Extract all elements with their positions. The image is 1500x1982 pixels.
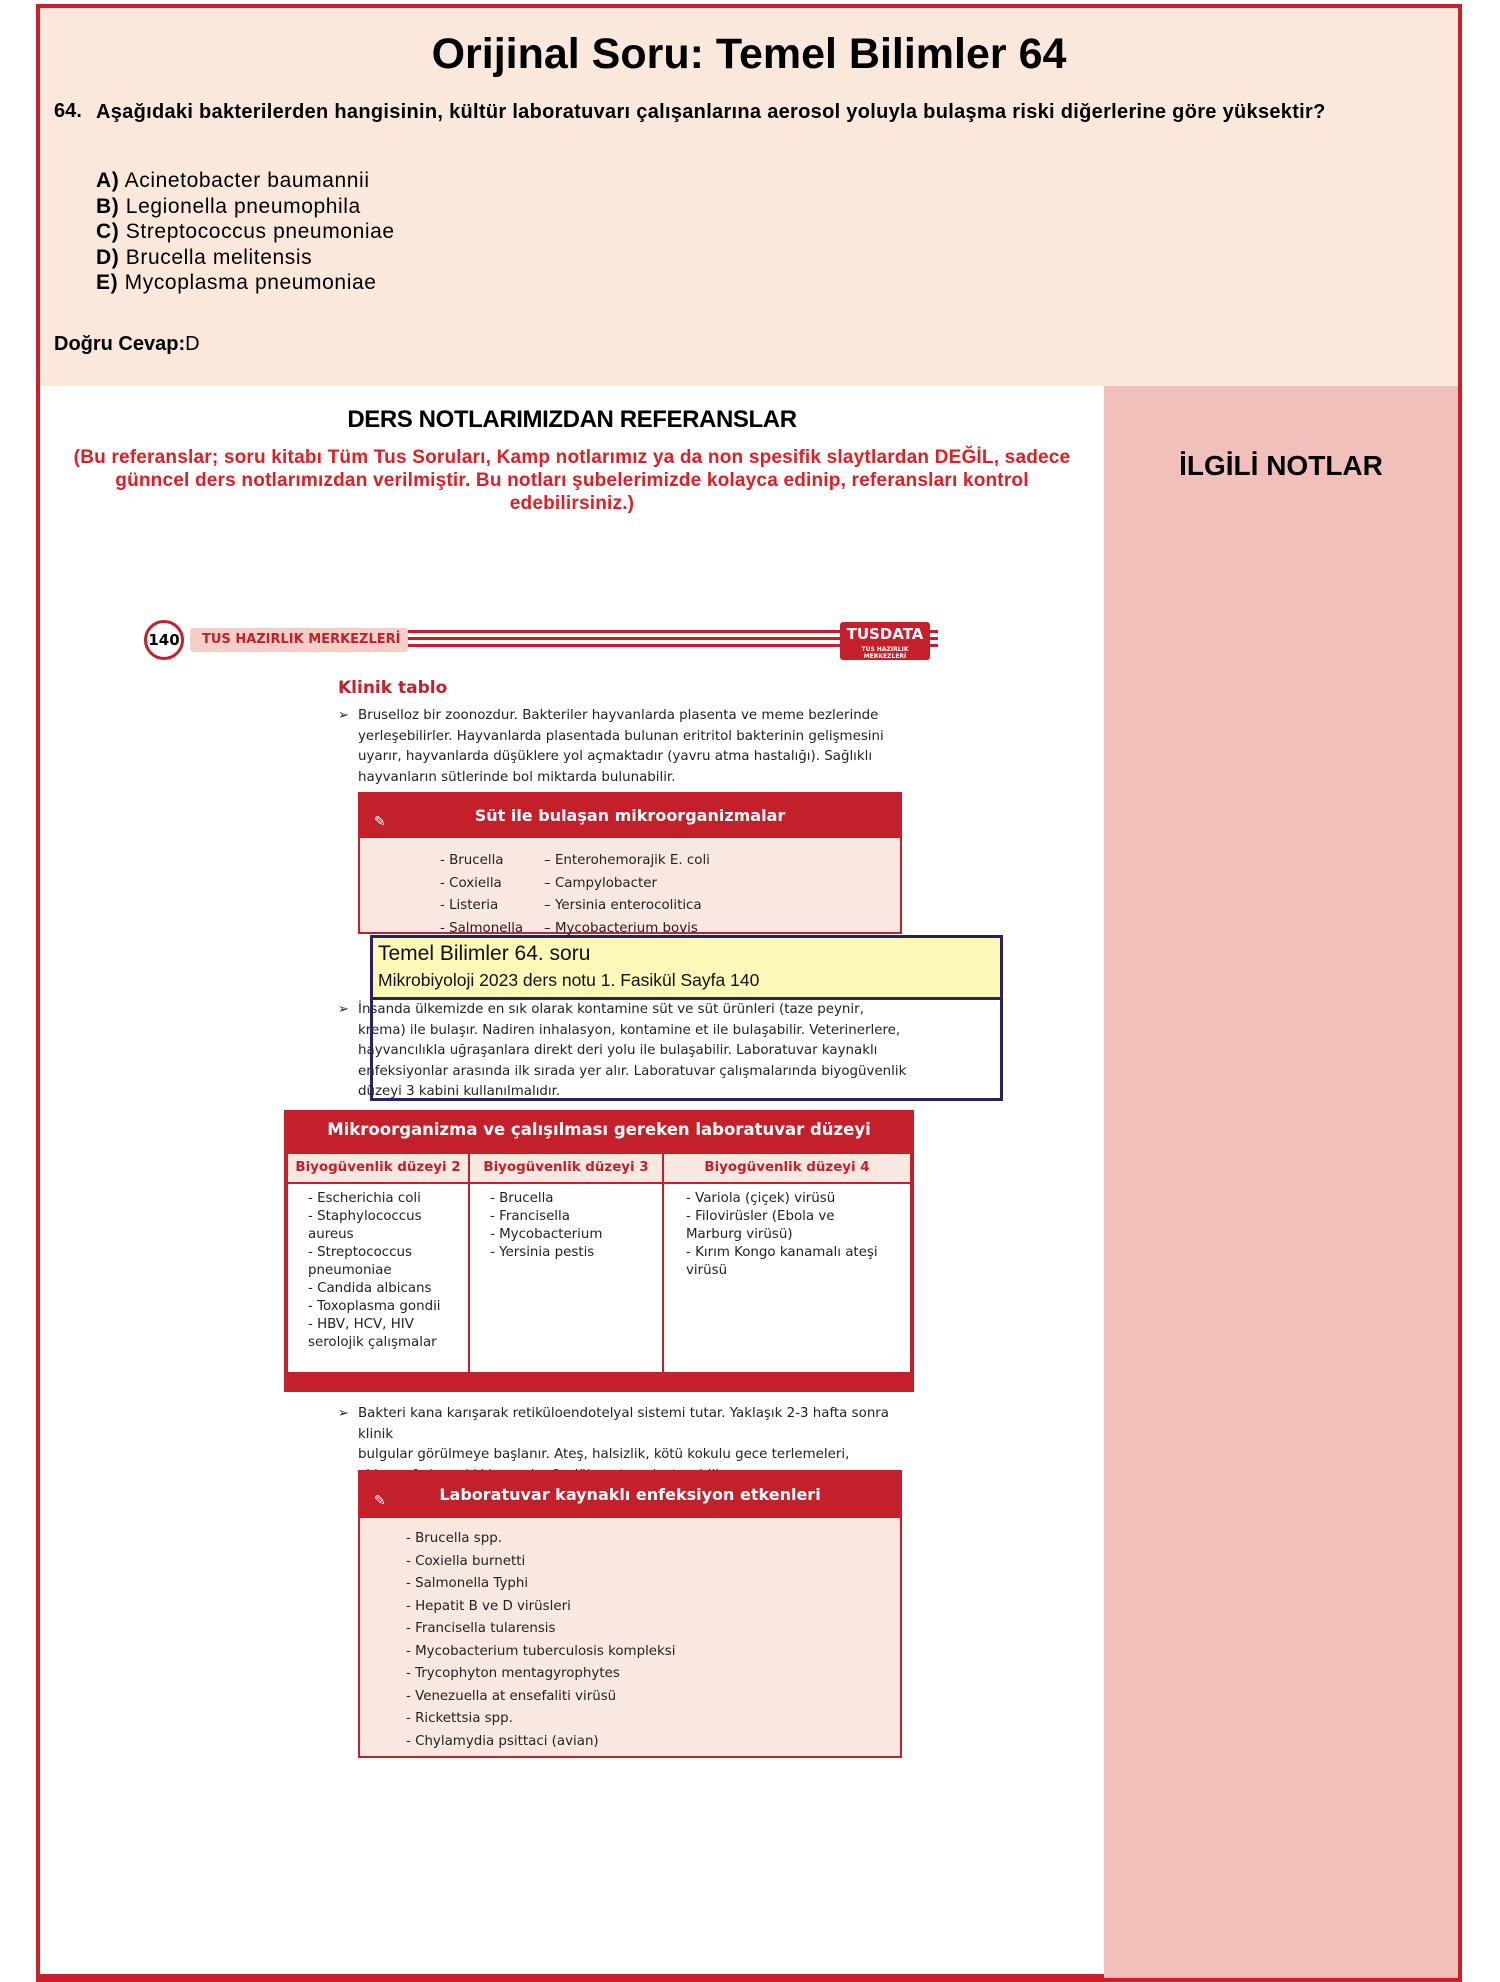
page-frame: [36, 4, 1462, 1982]
milk-transmission-box: [358, 792, 902, 934]
table-item: serolojik çalışmalar: [308, 1335, 437, 1350]
pen-icon: ✎: [374, 814, 386, 830]
table-header-level-3: Biyogüvenlik düzeyi 3: [470, 1154, 662, 1182]
related-notes-panel: [1104, 386, 1458, 1978]
list-item: - Coxiella burnetti: [406, 1553, 526, 1569]
option-e: [96, 270, 395, 296]
answer-options: [96, 168, 395, 296]
paragraph-line: Bakteri kana karışarak retiküloendotelyal sistemi tutar. Yaklaşık 2-3 hafta sonra klinik: [358, 1406, 890, 1442]
table-header-level-2: Biyogüvenlik düzeyi 2: [288, 1154, 468, 1182]
list-item: – Campylobacter: [544, 875, 657, 891]
option-letter: D): [96, 245, 120, 269]
related-notes-title: İLGİLİ NOTLAR: [1179, 450, 1383, 481]
paragraph-line: bulgular görülmeye başlanır. Ateş, halsizlik, kötü kokulu gece terlemeleri,: [358, 1447, 850, 1462]
paragraph-line: enfeksiyonlar arasında ilk sırada yer alır. Laboratuvar çalışmalarında biyogüvenlik: [358, 1063, 907, 1079]
list-item: - Francisella tularensis: [406, 1621, 556, 1636]
list-item: – Yersinia enterocolitica: [544, 898, 702, 913]
paragraph-line: krema) ile bulaşır. Nadiren inhalasyon, kontamine et ile bulaşabilir. Veterinerlere,: [358, 1022, 901, 1038]
question-text: Aşağıdaki bakterilerden hangisinin, kültür laboratuvarı çalışanlarına aerosol yoluyla bulaşma riski diğerlerine göre yüksektir?: [96, 101, 1326, 123]
page-title: Orijinal Soru: Temel Bilimler 64: [431, 30, 1067, 78]
bullet-arrow-icon: ➢: [338, 1002, 349, 1017]
list-item: - Brucella spp.: [406, 1531, 503, 1546]
option-a: [96, 168, 395, 194]
logo-name: TUSDATA: [846, 625, 924, 643]
list-item: - Chylamydia psittaci (avian): [406, 1733, 599, 1749]
bullet-arrow-icon: ➢: [338, 708, 349, 723]
paragraph-line: düzeyi 3 kabini kullanılmalıdır.: [358, 1084, 561, 1099]
list-item: - Salmonella: [440, 920, 524, 936]
table-item: pneumoniae: [308, 1263, 392, 1278]
correct-answer: [54, 333, 200, 356]
option-text: Brucella melitensis: [125, 245, 313, 269]
list-item: - Rickettsia spp.: [406, 1711, 513, 1726]
table-item: - Toxoplasma gondii: [308, 1299, 441, 1314]
option-letter: C): [96, 220, 120, 243]
table-item: - Brucella: [490, 1191, 554, 1206]
bullet-arrow-icon: ➢: [338, 1406, 349, 1421]
list-item: - Listeria: [440, 898, 499, 913]
biosafety-table: [284, 1110, 914, 1392]
table-item: - Kırım Kongo kanamalı ateşi: [686, 1245, 878, 1260]
reference-highlight-frame: [370, 997, 1003, 1101]
milk-box-title: Süt ile bulaşan mikroorganizmalar: [474, 806, 786, 825]
list-item: - Salmonella Typhi: [406, 1576, 529, 1591]
section-title: Klinik tablo: [338, 678, 448, 698]
question-header: [40, 8, 1458, 386]
reference-label-subtitle: Mikrobiyoloji 2023 ders notu 1. Fasikül Sayfa 140: [378, 970, 760, 990]
list-item: - Trycophyton mentagyrophytes: [406, 1666, 620, 1681]
option-letter: A): [96, 169, 120, 192]
pen-icon: ✎: [374, 1493, 386, 1509]
list-item: – Enterohemorajik E. coli: [544, 853, 710, 868]
references-note: (Bu referanslar; soru kitabı Tüm Tus Soruları, Kamp notlarımız ya da non spesifik slaytlardan DEĞİL, sadece günncel ders notlarımızdan verilmiştir. Bu notları şubelerimizde kolayca edinip, referansları kontrol edebilirsiniz.): [73, 447, 1071, 514]
option-text: Acinetobacter baumannii: [124, 169, 370, 192]
answer-value: D: [185, 333, 200, 355]
reference-label: [370, 935, 1003, 1000]
table-item: - Streptococcus: [308, 1245, 412, 1260]
table-item: - Francisella: [490, 1209, 570, 1224]
option-letter: B): [96, 194, 120, 218]
list-item: - Coxiella: [440, 875, 502, 891]
list-item: - Venezuella at ensefaliti virüsü: [406, 1688, 617, 1704]
list-item: - Hepatit B ve D virüsleri: [406, 1598, 571, 1614]
option-text: Legionella pneumophila: [125, 194, 361, 218]
table-item: virüsü: [686, 1263, 728, 1278]
lab-box-title: Laboratuvar kaynaklı enfeksiyon etkenleri: [439, 1485, 821, 1504]
table-header-level-4: Biyogüvenlik düzeyi 4: [664, 1154, 910, 1182]
biosafety-table-title: Mikroorganizma ve çalışılması gereken laboratuvar düzeyi: [327, 1120, 871, 1139]
book-page-number: 140: [144, 620, 184, 660]
option-text: Mycoplasma pneumoniae: [124, 271, 377, 294]
list-item: - Mycobacterium tuberculosis kompleksi: [406, 1643, 676, 1659]
reference-label-title: Temel Bilimler 64. soru: [378, 942, 591, 965]
logo-subtitle: TUS HAZIRLIK MERKEZLERİ: [861, 646, 909, 660]
lab-infection-list: [406, 1528, 676, 1753]
table-cell-level-2: [288, 1184, 468, 1372]
table-cell-level-4: [664, 1184, 910, 1372]
table-item: - HBV, HCV, HIV: [308, 1317, 414, 1332]
book-page-image: [144, 610, 974, 1750]
paragraph-brucellosis: [358, 706, 916, 788]
question-number: 64.: [54, 100, 82, 122]
list-item: – Mycobacterium bovis: [544, 920, 698, 936]
option-b: [96, 194, 395, 220]
paragraph-line: Bruselloz bir zoonozdur. Bakteriler hayvanlarda plasenta ve meme bezlerinde: [358, 708, 879, 723]
lab-box-header: [360, 1472, 900, 1518]
paragraph-line: yerleşebilirler. Hayvanlarda plasentada bulunan eritritol bakterinin gelişmesini: [358, 728, 884, 744]
references-title: DERS NOTLARIMIZDAN REFERANSLAR: [347, 406, 797, 433]
option-c: [96, 219, 395, 245]
table-item: aureus: [308, 1227, 354, 1242]
milk-list-right: [544, 850, 710, 940]
tusdata-logo: [840, 622, 930, 660]
option-d: [96, 245, 395, 271]
table-item: - Mycobacterium: [490, 1227, 603, 1242]
table-cell-level-3: [470, 1184, 662, 1372]
milk-box-header: [360, 794, 900, 838]
paragraph-line: uyarır, hayvanlarda düşüklere yol açmaktadır (yavru atma hastalığı). Sağlıklı: [358, 749, 873, 764]
paragraph-line: İnsanda ülkemizde en sık olarak kontamine süt ve süt ürünleri (taze peynir,: [358, 1002, 864, 1017]
table-item: Marburg virüsü): [686, 1227, 793, 1242]
option-letter: E): [96, 271, 119, 294]
lab-infection-box: [358, 1470, 902, 1758]
paragraph-line: hayvancılıkla uğraşanlara direkt deri yolu ile bulaşabilir. Laboratuvar kaynaklı: [358, 1043, 878, 1058]
milk-list-left: [440, 850, 523, 940]
table-item: - Variola (çiçek) virüsü: [686, 1191, 836, 1206]
answer-label: Doğru Cevap:: [54, 333, 186, 355]
table-item: - Staphylococcus: [308, 1209, 422, 1224]
table-item: - Escherichia coli: [308, 1191, 421, 1206]
table-item: - Candida albicans: [308, 1281, 432, 1296]
book-header-label: TUS HAZIRLIK MERKEZLERİ: [202, 632, 401, 647]
table-item: - Yersinia pestis: [490, 1245, 595, 1260]
option-text: Streptococcus pneumoniae: [125, 220, 395, 243]
list-item: - Brucella: [440, 853, 504, 868]
paragraph-line: hayvanların sütlerinde bol miktarda bulunabilir.: [358, 769, 676, 785]
table-item: - Filovirüsler (Ebola ve: [686, 1209, 835, 1224]
